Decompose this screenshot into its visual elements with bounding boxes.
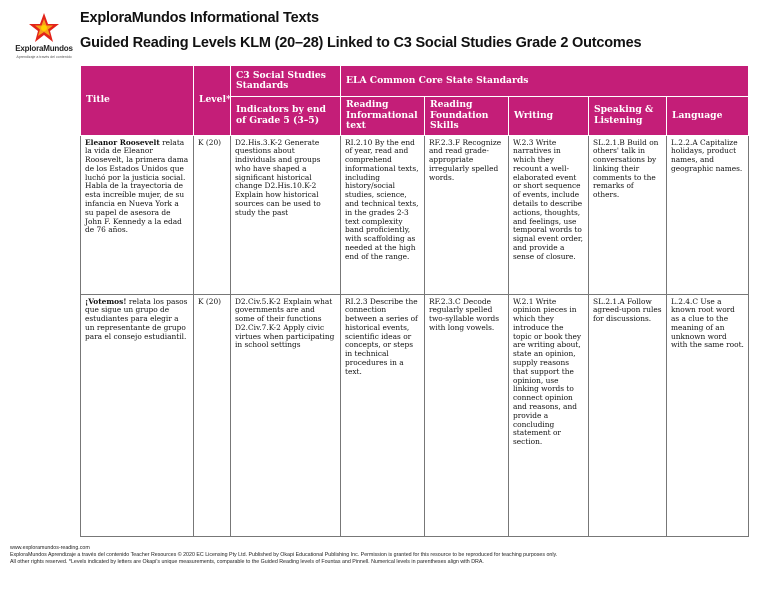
footer-note: All other rights reserved. *Levels indicated by letters are Okapi's unique measurements, comparable to the Guided Reading levels of Fountas and Pinnell. Numerical levels in parentheses align with DRA. [10, 559, 484, 566]
book-title: ¡Votemos! [85, 296, 127, 306]
brand-name: ExploraMundos [15, 44, 73, 53]
col-header-title: Title [81, 66, 194, 136]
book-summary: relata los pasos que sigue un grupo de estudiantes para elegir a un representante de grupo para el consejo estudiantil. [85, 296, 188, 341]
col-header-reading-foundation: Reading Foundation Skills [425, 97, 509, 136]
cell-writing: W.2.1 Write opinion pieces in which they introduce the topic or book they are writing about, state an opinion, supply reasons that support the opinion, use linking words to connect opinion and reasons, and provide a concluding statement or section. [509, 294, 589, 536]
page-subtitle: Guided Reading Levels KLM (20–28) Linked to C3 Social Studies Grade 2 Outcomes [80, 35, 642, 51]
brand-logo [8, 12, 80, 64]
footer [10, 545, 760, 567]
cell-level: K (20) [194, 294, 231, 536]
standards-table [80, 65, 749, 537]
cell-reading-informational: RI.2.10 By the end of year, read and comprehend informational texts, including history/social studies, science, and technical texts, in the grades 2-3 text complexity band proficiently, with scaffolding as needed at the high end of the range. [341, 135, 425, 294]
cell-writing: W.2.3 Write narratives in which they recount a well-elaborated event or short sequence of events, include details to describe actions, thoughts, and feelings, use temporal words to signal event order, and provide a sense of closure. [509, 135, 589, 294]
cell-level: K (20) [194, 135, 231, 294]
brand-tagline: Aprendizaje a través del contenido [16, 55, 72, 59]
cell-indicators: D2.His.3.K-2 Generate questions about individuals and groups who have shaped a significant historical change D2.His.10.K-2 Explain how historical sources can be used to study the past [231, 135, 341, 294]
col-header-speaking-listening: Speaking & Listening [589, 97, 667, 136]
footer-url: www.exploramundos-reading.com [10, 545, 90, 551]
table-row [81, 135, 749, 294]
cell-reading-foundation: RF.2.3.F Recognize and read grade-appropriate irregularly spelled words. [425, 135, 509, 294]
cell-title [81, 294, 194, 536]
cell-indicators: D2.Civ.5.K-2 Explain what governments are and some of their functions D2.Civ.7.K-2 Apply civic virtues when participating in school settings [231, 294, 341, 536]
cell-reading-informational: RI.2.3 Describe the connection between a series of historical events, scientific ideas or concepts, or steps in technical procedures in a text. [341, 294, 425, 536]
col-header-language: Language [667, 97, 749, 136]
page-title: ExploraMundos Informational Texts [80, 10, 319, 26]
col-header-writing: Writing [509, 97, 589, 136]
col-header-reading-informational: Reading Informational text [341, 97, 425, 136]
book-title: Eleanor Roosevelt [85, 137, 160, 147]
footer-copyright: ExploraMundos Aprendizaje a través del contenido Teacher Resources © 2020 EC Licensing Pty Ltd. Published by Okapi Educational Publishing Inc. Permission is granted for this resource to be reproduced for teaching purposes only. [10, 552, 558, 559]
cell-speaking-listening: SL.2.1.A Follow agreed-upon rules for discussions. [589, 294, 667, 536]
cell-language: L.2.4.C Use a known root word as a clue to the meaning of an unknown word with the same root. [667, 294, 749, 536]
group-header-ela: ELA Common Core State Standards [341, 66, 749, 97]
book-summary: relata la vida de Eleanor Roosevelt, la primera dama de los Estados Unidos que luchó por la justicia social. Habla de la trayectoria de esta increíble mujer, de su infancia en Nueva York a su papel de asesora de John F. Kennedy a la edad de 76 años. [85, 137, 189, 235]
table-row [81, 294, 749, 536]
explora-star-icon [28, 12, 60, 44]
col-header-indicators: Indicators by end of Grade 5 (3–5) [231, 97, 341, 136]
group-header-c3: C3 Social Studies Standards [231, 66, 341, 97]
cell-title [81, 135, 194, 294]
cell-reading-foundation: RF.2.3.C Decode regularly spelled two-syllable words with long vowels. [425, 294, 509, 536]
cell-speaking-listening: SL.2.1.B Build on others' talk in conversations by linking their comments to the remarks of others. [589, 135, 667, 294]
cell-language: L.2.2.A Capitalize holidays, product names, and geographic names. [667, 135, 749, 294]
col-header-level: Level* [194, 66, 231, 136]
